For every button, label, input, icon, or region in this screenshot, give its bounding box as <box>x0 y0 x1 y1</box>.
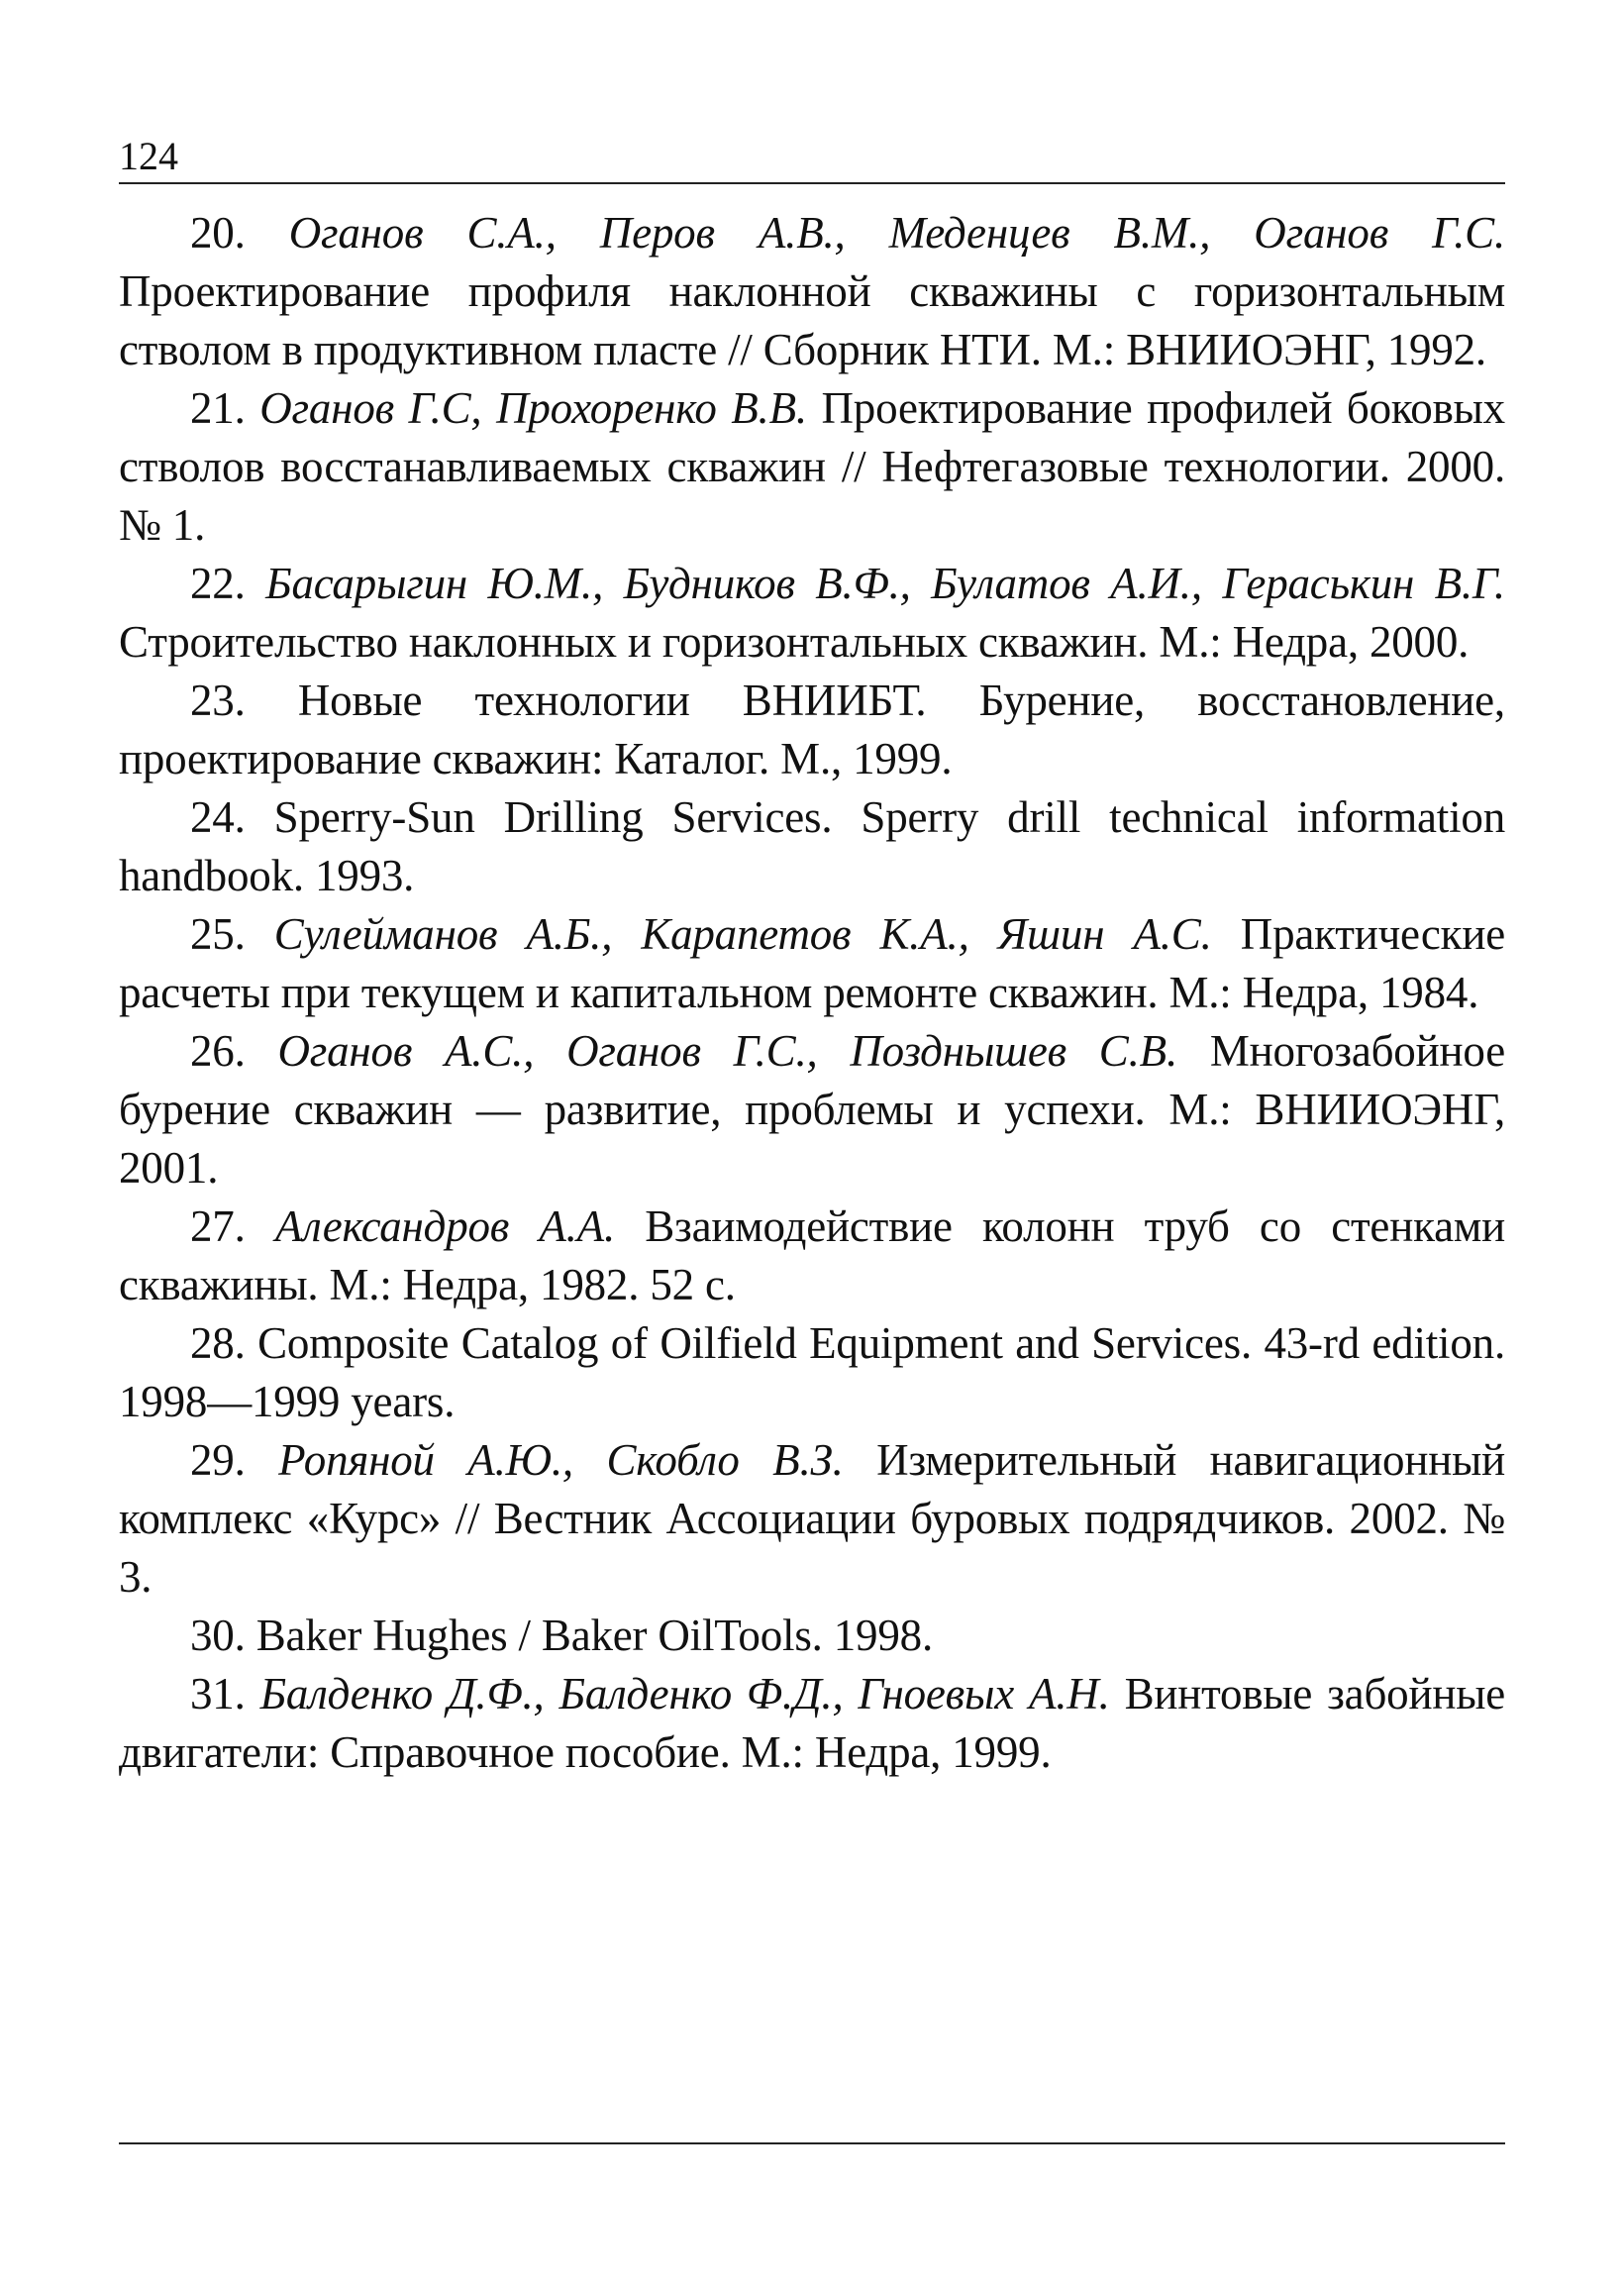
reference-authors: Ропяной А.Ю., Скобло В.З. <box>278 1435 844 1485</box>
reference-title: Baker Hughes / Baker OilTools. 1998. <box>255 1611 933 1660</box>
reference-title: Винтовые забойные двигатели: Справочное пособие. М.: Недра, 1999. <box>119 1669 1506 1777</box>
reference-item <box>119 1314 1505 1431</box>
reference-item <box>119 905 1505 1022</box>
reference-title: Sperry-Sun Drilling Services. Sperry drill technical information handbook. 1993. <box>119 792 1505 900</box>
reference-authors: Александров А.А. <box>274 1201 615 1251</box>
reference-number: 20. <box>190 208 289 258</box>
reference-number: 25. <box>190 909 274 959</box>
reference-title: Многозабойное бурение скважин — развитие, проблемы и успехи. М.: ВНИИОЭНГ, 2001. <box>119 1026 1505 1193</box>
reference-title: Строительство наклонных и горизонтальных скважин. М.: Недра, 2000. <box>119 617 1470 667</box>
footer-rule <box>119 2142 1505 2144</box>
reference-item <box>119 672 1505 788</box>
reference-title: Взаимодействие колонн труб со стенками скважины. М.: Недра, 1982. 52 с. <box>119 1201 1506 1309</box>
reference-item <box>119 1198 1505 1314</box>
reference-number: 21. <box>190 383 260 433</box>
reference-item <box>119 1431 1505 1607</box>
reference-number: 31. <box>190 1669 260 1718</box>
reference-authors: Сулейманов А.Б., Карапетов К.А., Яшин А.С. <box>273 909 1212 959</box>
header-rule <box>119 182 1505 184</box>
reference-item <box>119 204 1505 379</box>
reference-item <box>119 379 1505 555</box>
reference-title: Новые технологии ВНИИБТ. Бурение, восстановление, проектирование скважин: Каталог. М., 1999. <box>119 676 1505 783</box>
reference-authors: Оганов Г.С, Прохоренко В.В. <box>259 383 807 433</box>
page-number: 124 <box>119 134 178 178</box>
reference-item <box>119 1022 1505 1198</box>
reference-authors: Оганов А.С., Оганов Г.С., Позднышев С.В. <box>277 1026 1178 1076</box>
reference-number: 26. <box>190 1026 278 1076</box>
reference-item <box>119 555 1505 672</box>
reference-authors: Балденко Д.Ф., Балденко Ф.Д., Гноевых А.Н. <box>259 1669 1110 1718</box>
reference-number: 30. <box>190 1611 256 1660</box>
reference-title: Практические расчеты при текущем и капитальном ремонте скважин. М.: Недра, 1984. <box>119 909 1505 1017</box>
reference-title: Измерительный навигационный комплекс «Курс» // Вестник Ассоциации буровых подрядчиков. 2002. № 3. <box>119 1435 1506 1602</box>
reference-authors: Басарыгин Ю.М., Будников В.Ф., Булатов А.И., Гераськин В.Г. <box>265 559 1505 608</box>
reference-number: 23. <box>190 676 298 725</box>
reference-authors: Оганов С.А., Перов А.В., Меденцев В.М., Оганов Г.С. <box>288 208 1506 258</box>
reference-number: 22. <box>190 559 266 608</box>
reference-number: 28. <box>190 1318 258 1368</box>
reference-title: Проектирование профилей боковых стволов восстанавливаемых скважин // Нефтегазовые технологии. 2000. № 1. <box>119 383 1505 550</box>
reference-list <box>119 204 1505 1782</box>
reference-item <box>119 1607 1505 1665</box>
reference-number: 27. <box>190 1201 275 1251</box>
reference-title: Composite Catalog of Oilfield Equipment and Services. 43-rd edition. 1998—1999 years. <box>119 1318 1505 1426</box>
reference-number: 29. <box>190 1435 279 1485</box>
reference-item <box>119 1665 1505 1782</box>
reference-title: Проектирование профиля наклонной скважины с горизонтальным стволом в продуктивном пласте // Сборник НТИ. М.: ВНИИОЭНГ, 1992. <box>119 266 1505 374</box>
reference-item <box>119 788 1505 905</box>
reference-number: 24. <box>190 792 274 842</box>
